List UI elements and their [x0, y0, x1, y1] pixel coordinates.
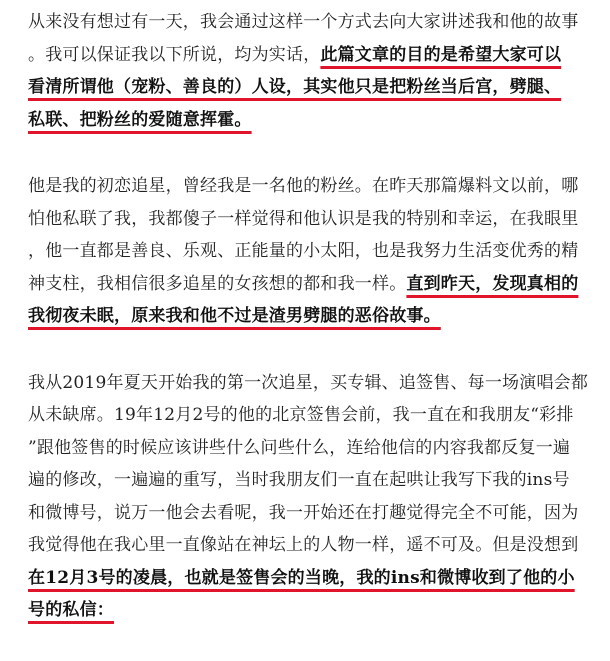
underlined-highlight: 看清所谓他（宠粉、善良的）人设，其实他只是把粉丝当后宫，劈腿、	[28, 77, 562, 97]
text-line	[28, 367, 588, 400]
text-line	[28, 170, 588, 203]
underlined-highlight: 此篇文章的目的是希望大家可以	[320, 44, 562, 65]
line-text: 。我可以保证我以下所说，均为实话，	[28, 44, 321, 65]
paragraph-intro	[28, 6, 588, 136]
article-body	[28, 6, 588, 661]
underlined-highlight: 号的私信：	[28, 600, 114, 620]
text-line	[28, 464, 588, 497]
line-text: 我觉得他在我心里一直像站在神坛上的人物一样，遥不可及。但是没想到	[28, 535, 579, 555]
text-line	[28, 432, 588, 465]
line-text: 神支柱，我相信很多追星的女孩想的都和我一样。	[28, 273, 407, 294]
underlined-highlight: 我彻夜未眠，原来我和他不过是渣男劈腿的恶俗故事。	[28, 306, 441, 326]
paragraph-first-love	[28, 170, 588, 333]
line-text: 怕他私联了我，我都傻子一样觉得和他认识是我的特别和幸运，在我眼里	[28, 208, 579, 229]
underlined-highlight: 在12月3号的凌晨，也就是签售会的当晚，我的ins和微博收到了他的小	[28, 567, 575, 588]
text-line	[28, 235, 588, 268]
line-text: 遍的修改，一遍遍的重写，当时我朋友们一直在起哄让我写下我的ins号	[28, 470, 570, 490]
line-text: 他是我的初恋追星，曾经我是一名他的粉丝。在昨天那篇爆料文以前，哪	[28, 176, 579, 196]
text-line	[28, 399, 588, 432]
text-line	[28, 6, 588, 39]
line-text: ，他一直都是善良、乐观、正能量的小太阳，也是我努力生活变优秀的精	[28, 241, 579, 261]
text-line	[28, 71, 588, 104]
text-line	[28, 268, 588, 301]
text-line	[28, 39, 588, 72]
paragraph-first-idol	[28, 367, 588, 627]
line-text: ”跟他签售的时候应该讲些什么问些什么，连给他信的内容我都反复一遍	[28, 437, 571, 458]
text-line	[28, 104, 588, 137]
text-line	[28, 529, 588, 562]
line-text: 从未缺席。19年12月2号的他的北京签售会前，我一直在和我朋友“彩排	[28, 405, 574, 425]
line-text: 从来没有想过有一天，我会通过这样一个方式去向大家讲述我和他的故事	[28, 12, 579, 32]
underlined-highlight: 私联、把粉丝的爱随意挥霍。	[28, 109, 252, 130]
text-line	[28, 300, 588, 333]
text-line	[28, 203, 588, 236]
text-line	[28, 594, 588, 627]
underlined-highlight: 直到昨天，发现真相的	[406, 273, 579, 294]
line-text: 和微博号，说万一他会去看呢，我一开始还在打趣觉得完全不可能，因为	[28, 502, 579, 523]
line-text: 我从2019年夏天开始我的第一次追星，买专辑、追签售、每一场演唱会都	[28, 372, 588, 393]
text-line	[28, 562, 588, 595]
text-line	[28, 497, 588, 530]
